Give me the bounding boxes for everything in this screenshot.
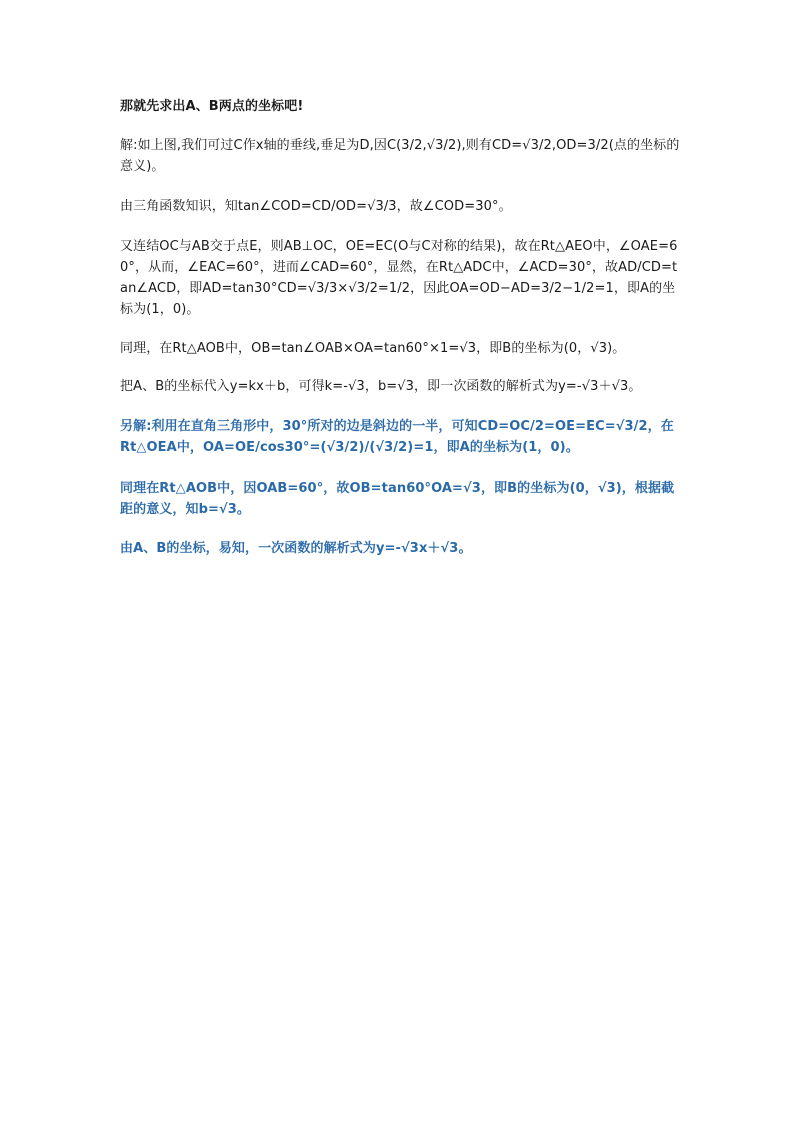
document-title: 那就先求出A、B两点的坐标吧! [120,99,304,114]
solution-paragraph-1: 解:如上图,我们可过C作x轴的垂线,垂足为D,因C(3/2,√3/2),则有CD=√3/2,OD=3/2(点的坐标的意义)。 [120,138,680,174]
alt-solution-paragraph-2: 同理在Rt△AOB中，因OAB=60°，故OB=tan60°OA=√3，即B的坐标为(0，√3)，根据截距的意义，知b=√3。 [120,481,675,517]
solution-paragraph-4: 同理，在Rt△AOB中，OB=tan∠OAB×OA=tan60°×1=√3，即B的坐标为(0，√3)。 [120,341,626,356]
alt-solution-paragraph-3: 由A、B的坐标，易知，一次函数的解析式为y=-√3x＋√3。 [120,541,472,556]
solution-paragraph-3: 又连结OC与AB交于点E，则AB⊥OC，OE=EC(O与C对称的结果)，故在Rt△AEO中，∠OAE=60°，从而，∠EAC=60°，进而∠CAD=60°，显然，在Rt△ADC中，∠ACD=30°，故AD/CD=tan∠ACD，即AD=tan30°CD=√3/3×√3/2=1/2，因此OA=OD−AD=3/2−1/2=1，即A的坐标为(1，0)。 [120,239,678,317]
solution-paragraph-2: 由三角函数知识，知tan∠COD=CD/OD=√3/3，故∠COD=30°。 [120,199,512,214]
alt-solution-paragraph-1: 另解:利用在直角三角形中，30°所对的边是斜边的一半，可知CD=OC/2=OE=EC=√3/2，在Rt△OEA中，OA=OE/cos30°=(√3/2)/(√3/2)=1，即A的坐标为(1，0)。 [120,419,674,455]
solution-paragraph-5: 把A、B的坐标代入y=kx＋b，可得k=-√3，b=√3，即一次函数的解析式为y=-√3＋√3。 [120,379,642,394]
